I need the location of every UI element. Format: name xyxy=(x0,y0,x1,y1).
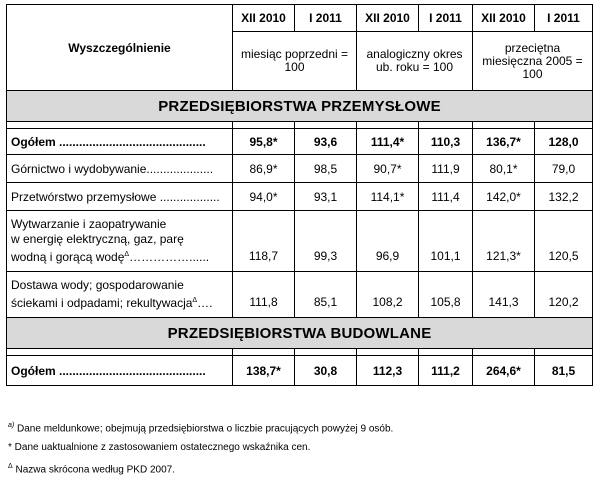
row-label: Ogółem ............................................ xyxy=(7,129,233,155)
footnote-triangle xyxy=(8,457,393,479)
value-cell: 99,3 xyxy=(295,211,357,272)
value-cell: 118,7 xyxy=(233,211,295,272)
value-cell: 79,0 xyxy=(535,155,593,183)
base-header: analogiczny okres ub. roku = 100 xyxy=(357,32,473,91)
pkd-mark: Δ xyxy=(192,297,198,304)
section-title: PRZEDSIĘBIORSTWA BUDOWLANE xyxy=(7,318,593,349)
value-cell: 132,2 xyxy=(535,183,593,211)
value-cell: 98,5 xyxy=(295,155,357,183)
value-cell: 111,8 xyxy=(233,272,295,318)
value-cell: 85,1 xyxy=(295,272,357,318)
value-cell: 105,8 xyxy=(419,272,473,318)
value-cell: 111,2 xyxy=(419,356,473,386)
row-label xyxy=(7,211,233,272)
row-label: Ogółem ............................................ xyxy=(7,356,233,386)
value-cell: 93,1 xyxy=(295,183,357,211)
pkd-mark: Δ xyxy=(124,251,130,258)
value-cell: 30,8 xyxy=(295,356,357,386)
value-cell: 101,1 xyxy=(419,211,473,272)
footnote-a-mark: a) xyxy=(8,422,15,429)
value-cell: 128,0 xyxy=(535,129,593,155)
base-header: miesiąc poprzedni = 100 xyxy=(233,32,357,91)
label-tail: ……………...... xyxy=(129,250,210,264)
value-cell: 96,9 xyxy=(357,211,419,272)
value-cell: 120,2 xyxy=(535,272,593,318)
label-line: Wytwarzanie i zaopatrywanie xyxy=(11,217,167,231)
value-cell: 95,8* xyxy=(233,129,295,155)
value-cell: 80,1* xyxy=(473,155,535,183)
year-header: I 2011 xyxy=(295,5,357,32)
value-cell: 136,7* xyxy=(473,129,535,155)
label-column-header: Wyszczególnienie xyxy=(7,5,233,91)
footnote-star: * Dane uaktualnione z zastosowaniem ostatecznego wskaźnika cen. xyxy=(8,442,311,454)
label-tail: …. xyxy=(197,296,213,310)
footnote-a xyxy=(8,416,393,438)
row-label: Górnictwo i wydobywanie.................... xyxy=(7,155,233,183)
label-line: ściekami i odpadami; rekultywacja xyxy=(11,296,193,310)
row-label xyxy=(7,272,233,318)
value-cell: 110,3 xyxy=(419,129,473,155)
price-index-table xyxy=(6,4,593,386)
year-header: I 2011 xyxy=(535,5,593,32)
value-cell: 90,7* xyxy=(357,155,419,183)
value-cell: 93,6 xyxy=(295,129,357,155)
label-line: Dostawa wody; gospodarowanie xyxy=(11,278,184,292)
value-cell: 94,0* xyxy=(233,183,295,211)
label-line: wodną i gorącą wodę xyxy=(11,250,125,264)
section-title: PRZEDSIĘBIORSTWA PRZEMYSŁOWE xyxy=(7,91,593,122)
footnotes xyxy=(8,416,393,480)
value-cell: 142,0* xyxy=(473,183,535,211)
value-cell: 264,6* xyxy=(473,356,535,386)
value-cell: 111,9 xyxy=(419,155,473,183)
value-cell: 112,3 xyxy=(357,356,419,386)
value-cell: 111,4 xyxy=(419,183,473,211)
year-header: XII 2010 xyxy=(233,5,295,32)
value-cell: 86,9* xyxy=(233,155,295,183)
footnote-a-text: Dane meldunkowe; obejmują przedsiębiorstwa o liczbie pracujących powyżej 9 osób. xyxy=(17,423,394,435)
label-line: w energię elektryczną, gaz, parę xyxy=(11,232,184,246)
year-header: XII 2010 xyxy=(357,5,419,32)
value-cell: 81,5 xyxy=(535,356,593,386)
base-header: przeciętna miesięczna 2005 = 100 xyxy=(473,32,593,91)
value-cell: 121,3* xyxy=(473,211,535,272)
year-header: XII 2010 xyxy=(473,5,535,32)
value-cell: 114,1* xyxy=(357,183,419,211)
value-cell: 141,3 xyxy=(473,272,535,318)
year-header: I 2011 xyxy=(419,5,473,32)
value-cell: 111,4* xyxy=(357,129,419,155)
value-cell: 108,2 xyxy=(357,272,419,318)
footnote-triangle-mark: Δ xyxy=(8,463,13,471)
value-cell: 138,7* xyxy=(233,356,295,386)
row-label: Przetwórstwo przemysłowe .................. xyxy=(7,183,233,211)
value-cell: 120,5 xyxy=(535,211,593,272)
footnote-triangle-text: Nazwa skrócona według PKD 2007. xyxy=(15,464,175,476)
